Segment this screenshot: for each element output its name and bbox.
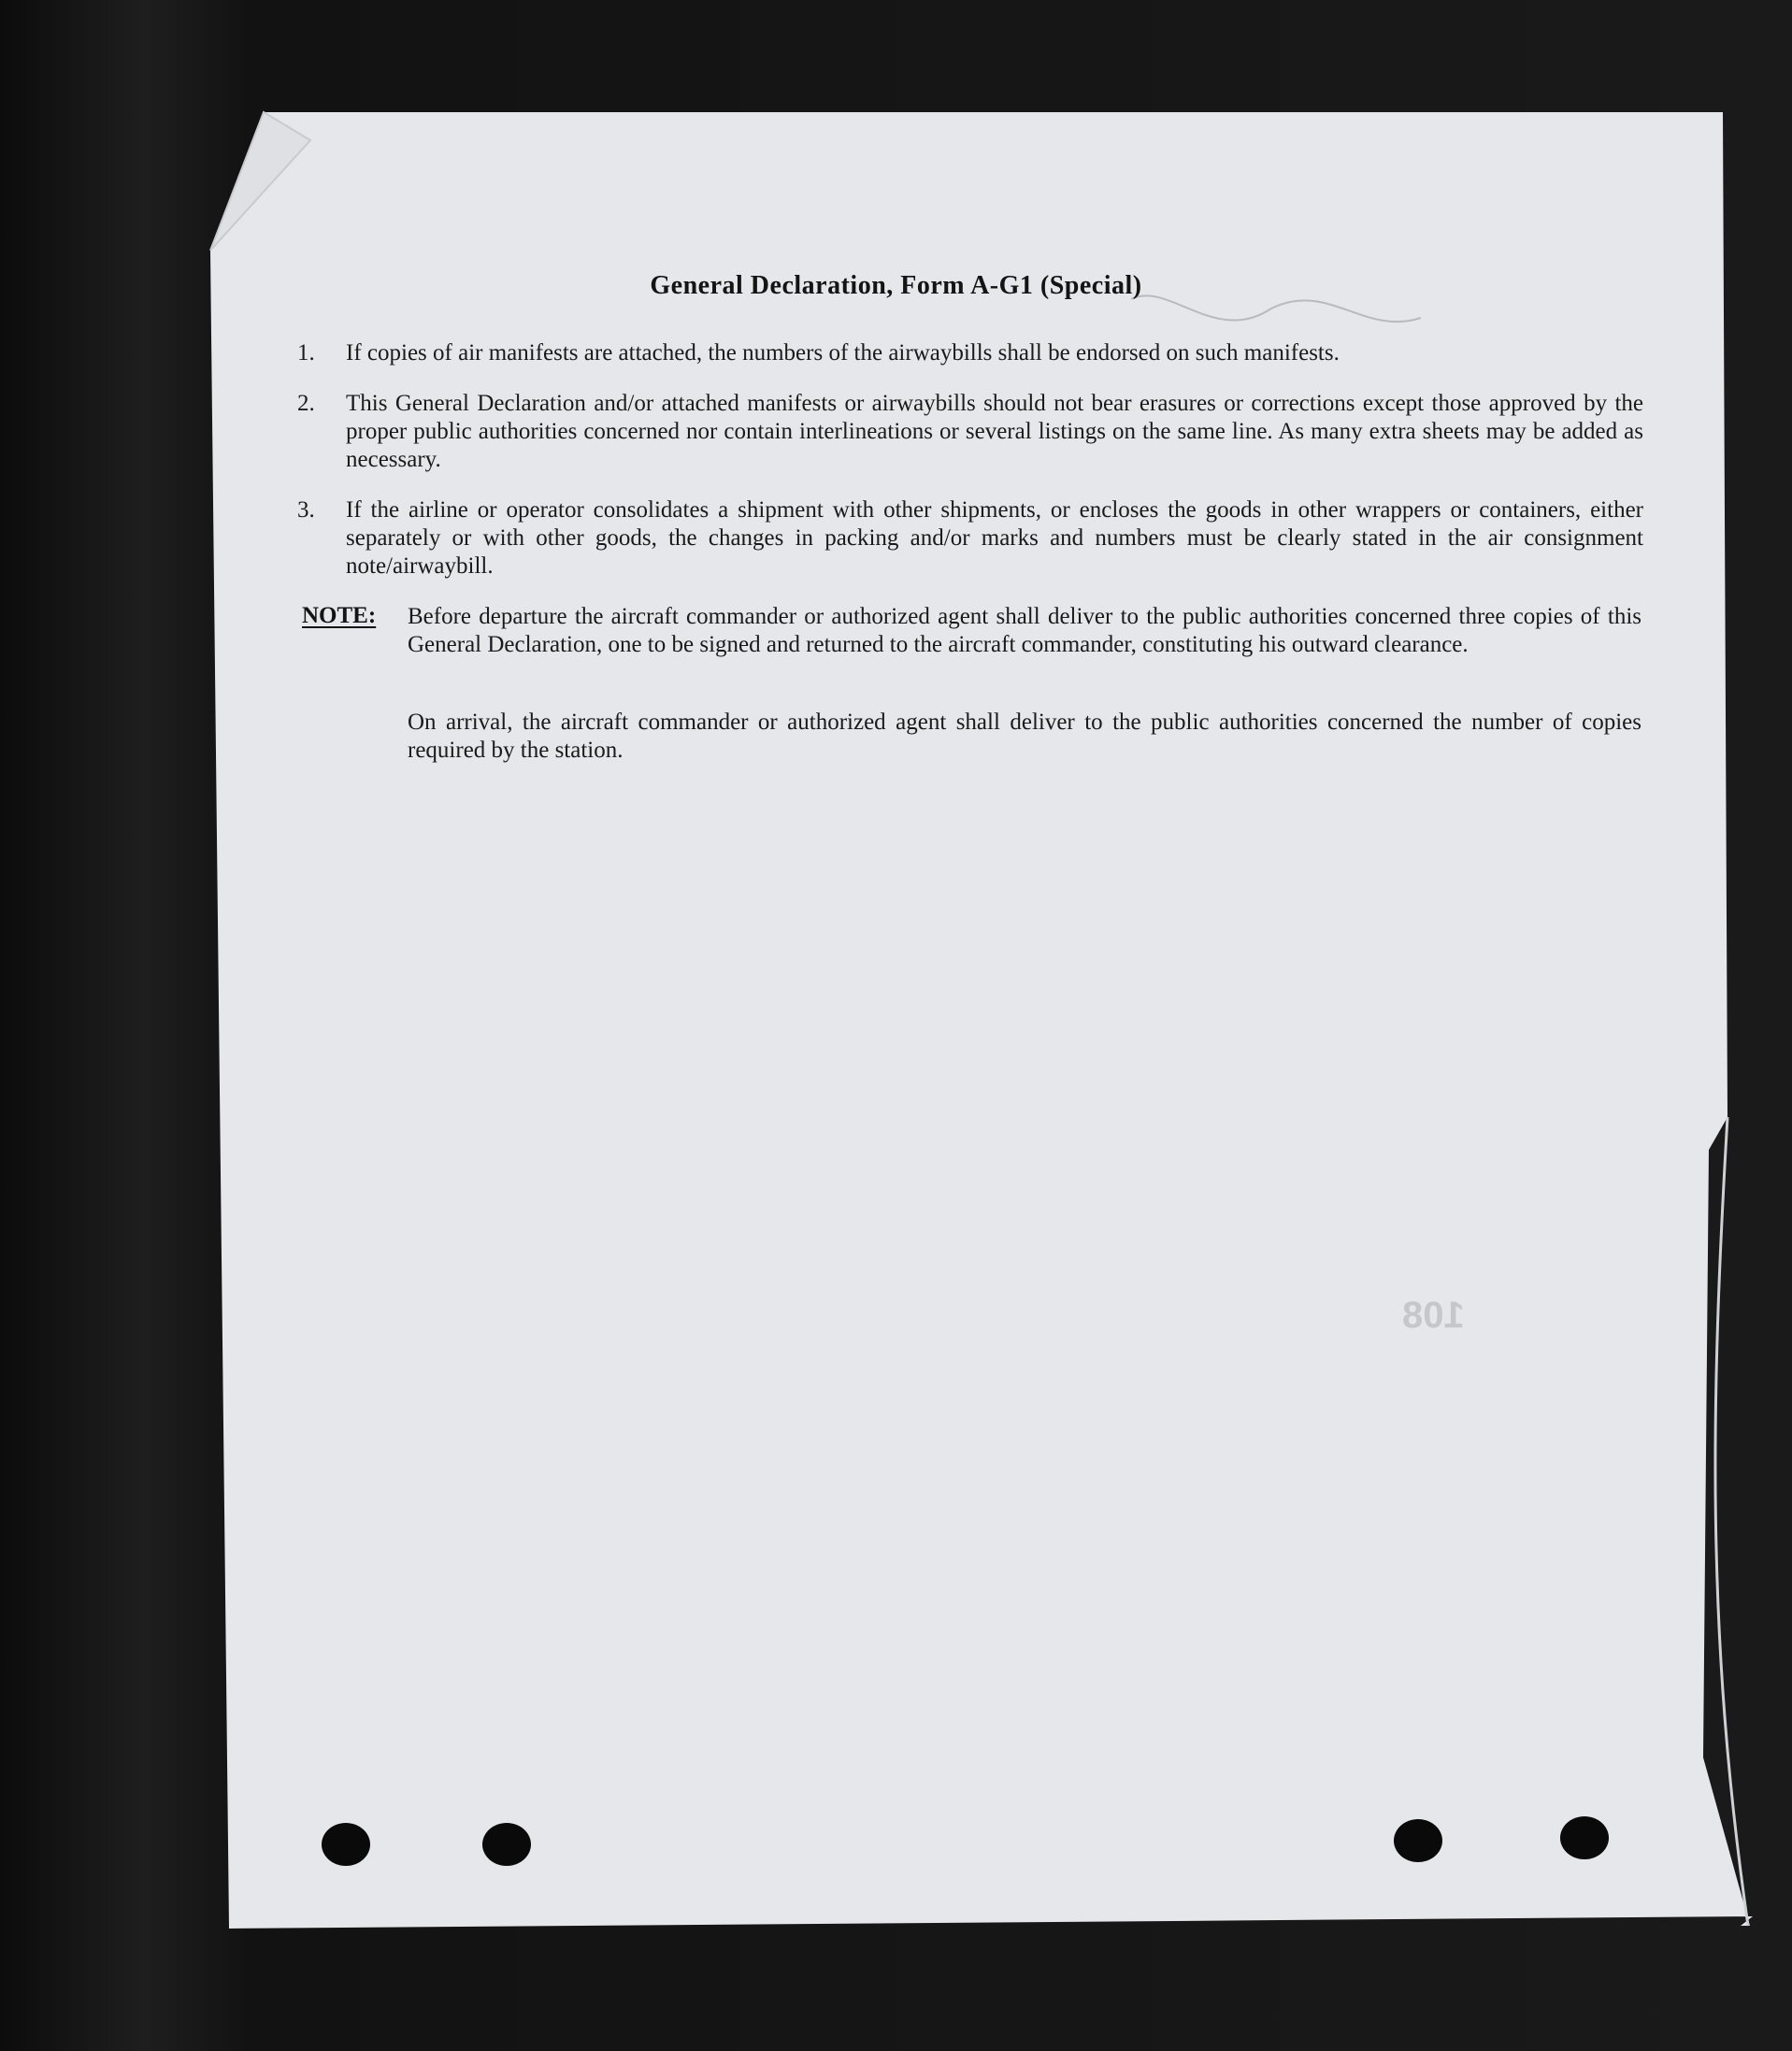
item-text: This General Declaration and/or attached manifests or airwaybills should not bear erasures or corrections except those approved by the proper public authorities concerned nor contain interlineations or several listings on the same line. As many extra sheets may be added as necessary. xyxy=(346,391,1643,472)
curled-edge xyxy=(1715,1117,1748,1926)
item-text: If the airline or operator consolidates a shipment with other shipments, or encloses the goods in other wrappers or containers, either separately or with other goods, the changes in packing and/or marks and numbers must be clearly stated in the air consignment note/airwaybill. xyxy=(346,497,1643,579)
punch-hole-3 xyxy=(1394,1819,1442,1862)
item-number: 1. xyxy=(297,340,315,366)
bleed-through-number: 108 xyxy=(1402,1295,1465,1336)
punch-hole-2 xyxy=(482,1823,531,1866)
punch-hole-4 xyxy=(1560,1816,1609,1859)
note-paragraph-2: On arrival, the aircraft commander or authorized agent shall deliver to the public authorities concerned the number of copies required by the station. xyxy=(408,710,1641,763)
page-title: General Declaration, Form A-G1 (Special) xyxy=(650,271,1142,300)
note-paragraph-1: Before departure the aircraft commander or authorized agent shall deliver to the public authorities concerned three copies of this General Declaration, one to be signed and returned to the aircraft commander, constituting his outward clearance. xyxy=(408,604,1641,657)
item-number: 2. xyxy=(297,391,315,416)
item-text: If copies of air manifests are attached, the numbers of the airwaybills shall be endorsed on such manifests. xyxy=(346,340,1340,366)
paper-body xyxy=(210,112,1753,1929)
note-label: NOTE: xyxy=(302,603,377,628)
item-number: 3. xyxy=(297,497,315,523)
punch-hole-1 xyxy=(322,1823,370,1866)
